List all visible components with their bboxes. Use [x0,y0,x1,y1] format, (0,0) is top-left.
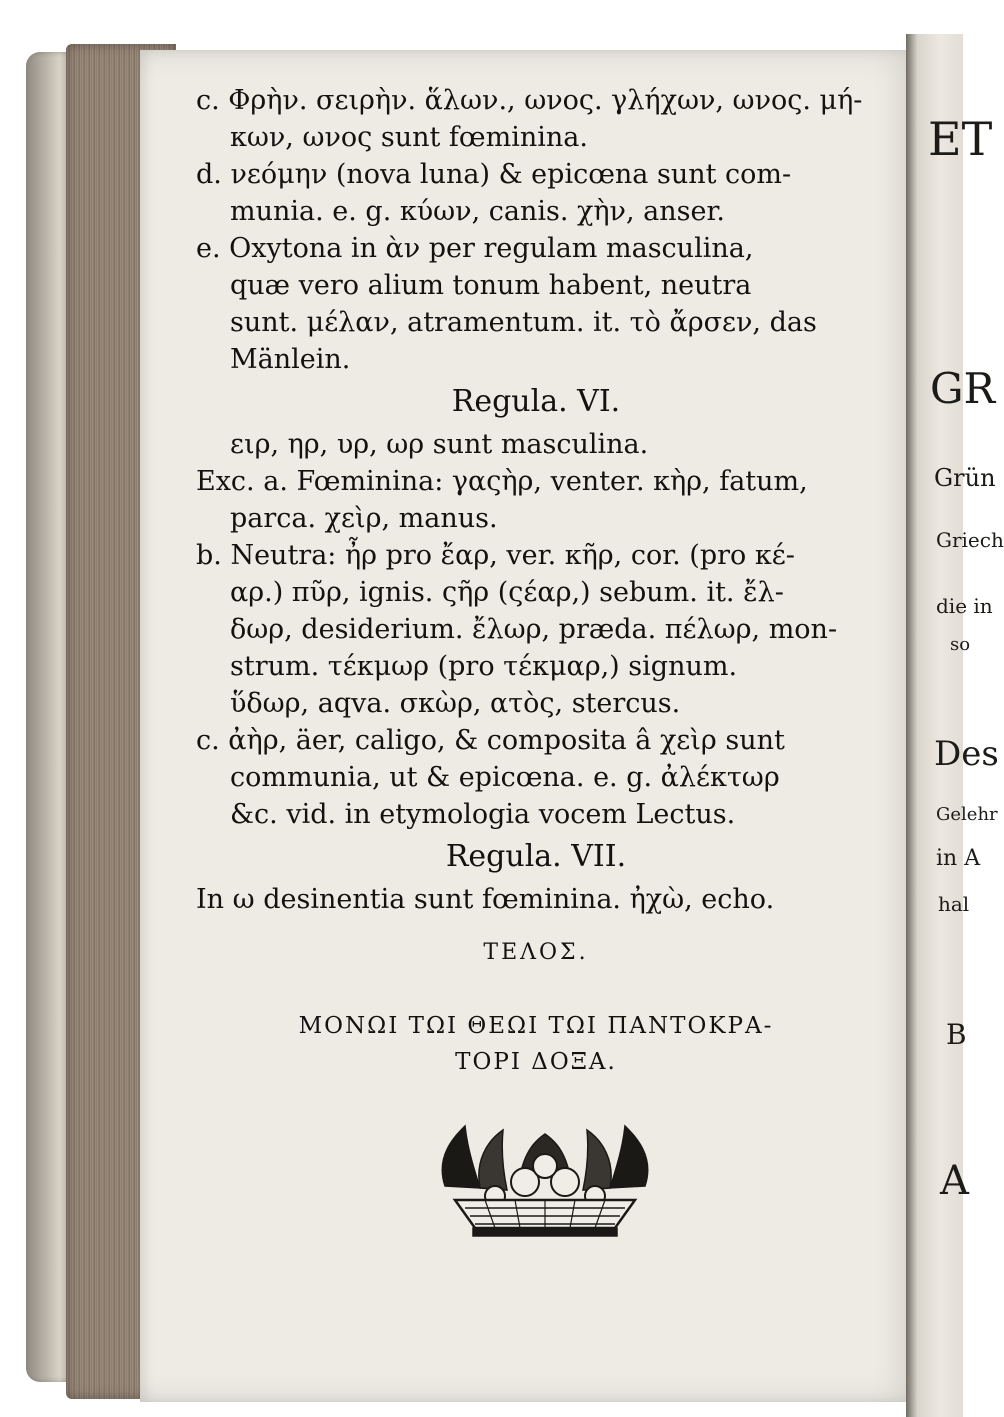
right-page-fragment: ET [928,112,993,166]
right-page-fragment: GR [930,364,996,413]
page-text [196,82,876,918]
text-line: In ω desinentia sunt fœminina. ἠχὼ, echo. [196,884,775,915]
basket-ornament-icon [425,1116,665,1244]
text-line: quæ vero alium tonum habent, neutra [230,270,752,301]
text-line: κων, ωνος sunt fœminina. [230,122,588,153]
right-page-fragment: in A [936,846,981,871]
right-page-fragment: B [946,1018,967,1051]
right-page-fragment: Gelehr [936,804,998,825]
doxology [196,1008,876,1080]
text-line: strum. τέκμωρ (pro τέκμαρ,) signum. [230,651,738,682]
text-line: e. Oxytona in ὰν per regulam masculina, [196,233,754,264]
text-line: parca. χεὶρ, manus. [230,503,498,534]
right-page-fragment: hal [938,892,970,916]
right-page-fragment: Grün [934,464,996,492]
text-line: αρ.) πῦρ, ignis. ςῆρ (ςέαρ,) sebum. it. ἔλ- [230,577,784,608]
section-heading: Regula. VI. [451,384,621,419]
text-line: communia, ut & epicœna. e. g. ἀλέκτωρ [230,762,780,793]
text-line: Mänlein. [230,344,351,375]
section-heading: Regula. VII. [445,839,627,874]
text-line: sunt. μέλαν, atramentum. it. τὸ ἄρσεν, das [230,307,817,338]
text-line: c. ἀὴρ, äer, caligo, & composita â χεὶρ sunt [196,725,785,756]
text-line: &c. vid. in etymologia vocem Lectus. [230,799,736,830]
right-page-fragment: die in [936,594,993,618]
text-line: b. Neutra: ἦρ pro ἔαρ, ver. κῆρ, cor. (pro κέ- [196,540,795,571]
right-page-fragment: Des [934,734,999,774]
right-page [906,34,1004,1417]
text-line: δωρ, desiderium. ἔλωρ, præda. πέλωρ, mon- [230,614,838,645]
text-line: munia. e. g. κύων, canis. χὴν, anser. [230,196,725,227]
doxology-line: ΤΟΡΙ ΔΟΞΑ. [455,1049,617,1075]
text-line: ὕδωρ, aqva. σκὼρ, ατὸς, stercus. [230,688,681,719]
right-page-fragment: A [940,1158,969,1204]
telos-heading: ΤΕΛΟΣ. [483,940,589,965]
text-line: c. Φρὴν. σειρὴν. ἅλων., ωνος. γλήχων, ωνος. μή- [196,85,863,116]
text-line: Exc. a. Fœminina: γαςὴρ, venter. κὴρ, fatum, [196,466,808,497]
text-line: ειρ, ηρ, υρ, ωρ sunt masculina. [230,429,649,460]
right-page-fragment: Griech [936,528,1004,552]
right-page-fragment: so [950,634,971,655]
text-line: d. νεόμην (nova luna) & epicœna sunt com- [196,159,792,190]
doxology-line: ΜΟΝΩΙ ΤΩΙ ΘΕΩΙ ΤΩΙ ΠΑΝΤΟΚΡΑ- [298,1013,774,1039]
